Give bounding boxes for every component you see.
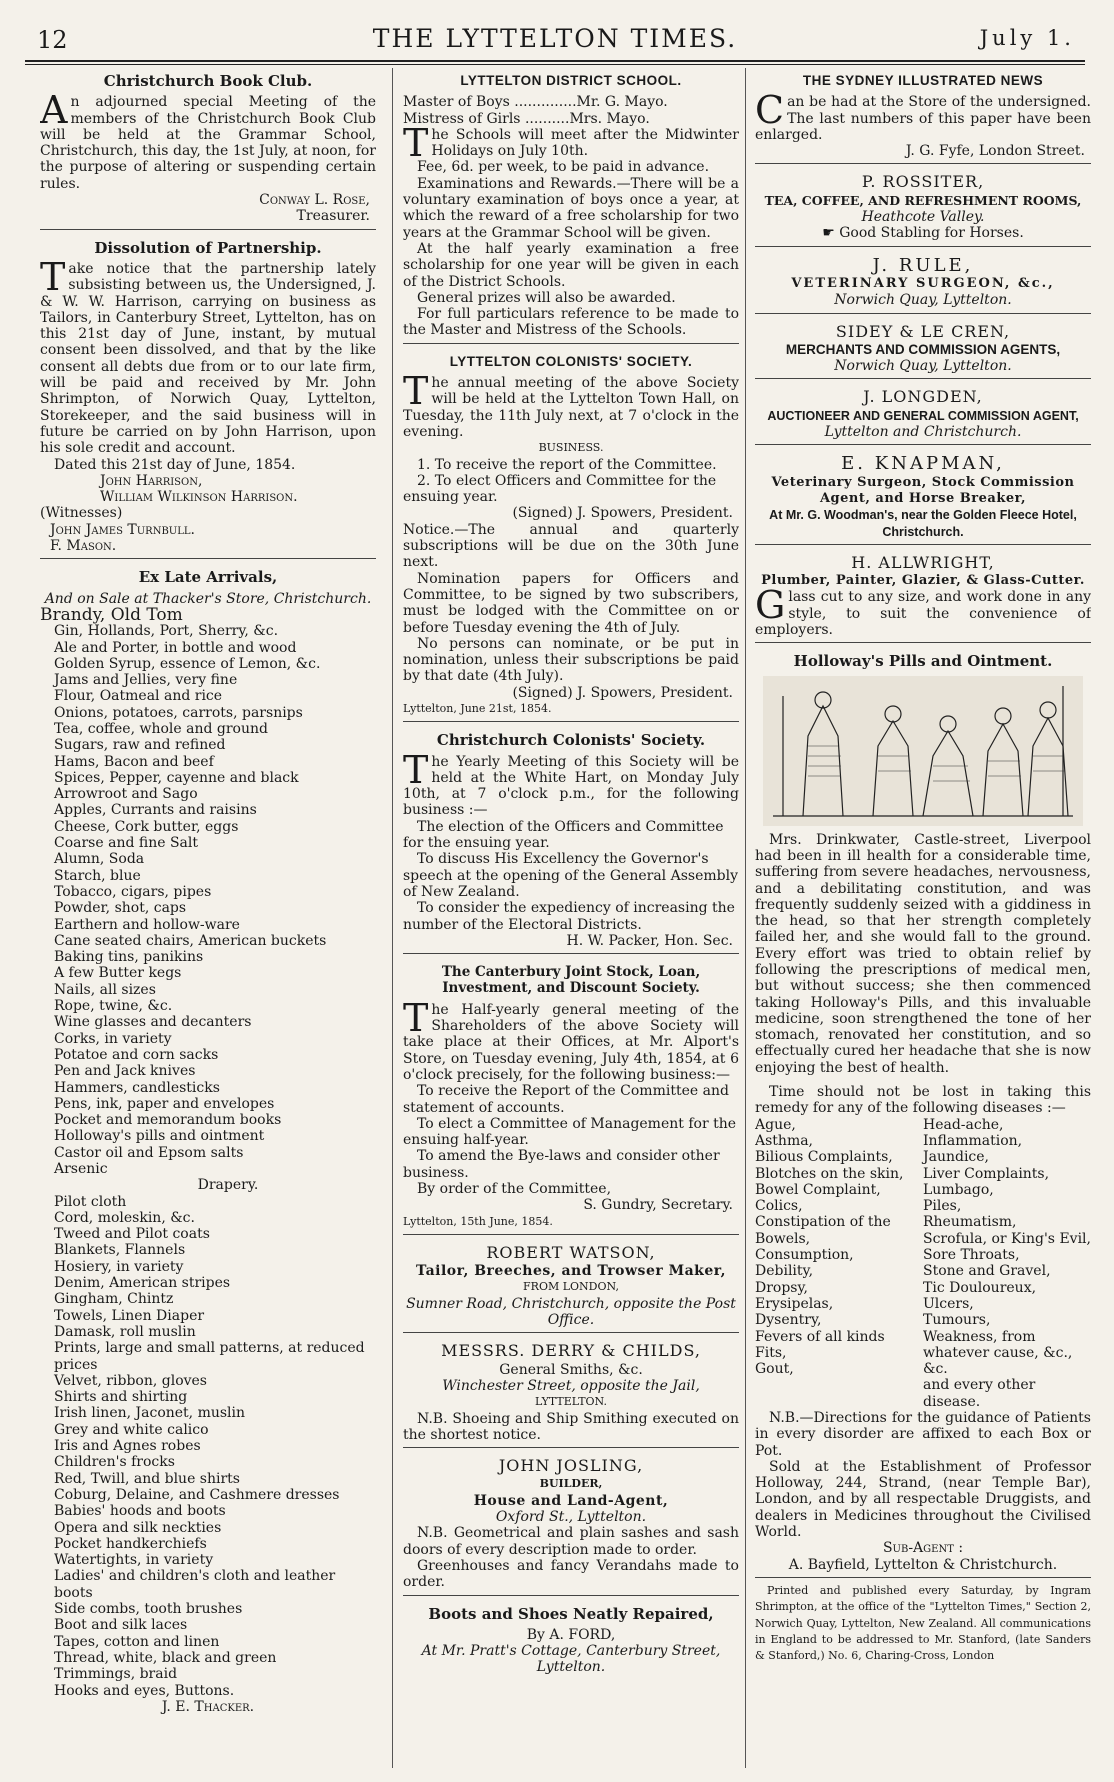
ad-signer: John Harrison,	[100, 472, 203, 489]
disease-item: Piles,	[923, 1198, 962, 1215]
masthead-rule-thin	[25, 64, 1085, 65]
drapery-item: Trimmings, braid	[54, 1666, 178, 1683]
ad-signer: William Wilkinson Harrison.	[100, 489, 298, 506]
disease-item: Fevers of all kinds	[755, 1328, 885, 1345]
drapery-item: Red, Twill, and blue shirts	[54, 1470, 240, 1487]
masthead-rule	[25, 60, 1085, 62]
column-3	[755, 68, 1091, 1768]
ad-josling	[403, 1453, 739, 1595]
business-name: SIDEY & LE CREN,	[835, 321, 1011, 341]
business-trade: MERCHANTS AND COMMISSION AGENTS,	[785, 341, 1061, 357]
ad-district-school	[403, 68, 739, 344]
business-address: Winchester Street, opposite the Jail,	[442, 1377, 700, 1394]
goods-item: Pens, ink, paper and envelopes	[54, 1095, 275, 1112]
drapery-item: Side combs, tooth brushes	[54, 1601, 243, 1618]
ad-body: The Yearly Meeting of this Society will be held at the White Hart, on Monday July 10th, at 7 o'clock p.m., for the following business :—	[403, 747, 739, 819]
ad-body: The Half-yearly general meeting of the Shareholders of the above Society will take place at their Offices, at Mr. Alport's Store, on Tuesday evening, July 4th, 1854, at 6 o'clock precisely, for the following business:—	[403, 995, 739, 1083]
pointing-hand-icon: ☛	[822, 225, 840, 242]
ad-heading: Dissolution of Partnership.	[94, 238, 322, 257]
ad-lyttelton-colonists	[403, 349, 739, 723]
business-trade: Plumber, Painter, Glazier, & Glass-Cutter.	[761, 573, 1085, 589]
drapery-item: Hosiery, in variety	[54, 1258, 184, 1275]
business-name: J. RULE,	[872, 254, 974, 276]
ad-watson	[403, 1240, 739, 1333]
ad-longden	[755, 384, 1091, 445]
disease-item: Constipation of the Bowels,	[755, 1214, 891, 1247]
ad-arrivals	[40, 564, 376, 1719]
drapery-list	[40, 1194, 376, 1699]
disease-item: Lumbago,	[923, 1181, 994, 1198]
subagent-label: Sub-Agent :	[882, 1540, 964, 1557]
disease-item: Liver Complaints,	[923, 1165, 1050, 1182]
disease-item: Scrofula, or King's Evil,	[923, 1230, 1091, 1247]
ad-signer: J. E. Thacker.	[161, 1698, 255, 1715]
drapery-item: Opera and silk neckties	[54, 1519, 222, 1536]
disease-item: Erysipelas,	[755, 1295, 834, 1312]
masthead	[25, 22, 1085, 58]
business-address: Lyttelton and Christchurch.	[824, 424, 1022, 441]
drapery-item: Denim, American stripes	[54, 1275, 231, 1292]
agenda-item: 1. To receive the report of the Committee.	[417, 456, 717, 473]
disease-item: Gout,	[755, 1361, 794, 1378]
ad-dated: Dated this 21st day of June, 1854.	[54, 456, 296, 473]
business-address: At Mr. Pratt's Cottage, Canterbury Street, Lyttelton.	[421, 1643, 721, 1676]
business-name: ROBERT WATSON,	[486, 1242, 656, 1262]
goods-item: Starch, blue	[54, 867, 141, 884]
drapery-item: Irish linen, Jaconet, muslin	[54, 1405, 246, 1422]
school-master: Master of Boys ..............Mr. G. Mayo.	[403, 94, 668, 111]
testimonial: Mrs. Drinkwater, Castle-street, Liverpool had been in ill health for a considerable time, suffering from severe headaches, nervousness, and a debilitating constitution, and was frequently suddenly seized with a giddiness in the head, so that her strength completely failed her, and she would fall to the ground. Every effort was tried to obtain relief by following the prescriptions of medical men, but without success; she then commenced taking Holloway's Pills, and this invaluable medicine, soon strengthened the tone of her stomach, renovated her constitution, and so effectually cured her headache that she is now enjoying the best of health.	[755, 831, 1091, 1076]
business-trade: VETERINARY SURGEON, &c.,	[791, 275, 1055, 291]
ad-body: Can be had at the Store of the undersigned. The last numbers of this paper have been enlarged.	[755, 88, 1091, 143]
ad-heading: Christchurch Book Club.	[103, 72, 313, 90]
goods-item: Sugars, raw and refined	[54, 737, 226, 754]
ad-dissolution	[40, 235, 376, 560]
agenda-item: To elect a Committee of Management for the ensuing half-year.	[403, 1115, 737, 1149]
disease-item: Stone and Gravel,	[923, 1263, 1051, 1280]
ad-body: Take notice that the partnership lately subsisting between us, the Undersigned, J. & W. W. Harrison, carrying on business as Tailors, in Canterbury Street, Lyttelton, has on this 21st day of June, instant, by mutual consent been dissolved, and that by the like consent all debts due from or to our late firm, will be paid and received by Mr. John Shrimpton, of Norwich Quay, Lyttelton, Storekeeper, and the said business will in future be carried on by John Harrison, upon his sole credit and account.	[40, 254, 376, 457]
goods-item: Pocket and memorandum books	[54, 1112, 282, 1129]
drapery-item: Towels, Linen Diaper	[54, 1307, 205, 1324]
newspaper-title: THE LYTTELTON TIMES.	[372, 24, 738, 53]
agenda-item: To discuss His Excellency the Governor's speech at the opening of the General Assembly of New Zealand.	[403, 851, 738, 900]
ad-rossiter	[755, 169, 1091, 246]
ad-joint-stock	[403, 959, 739, 1235]
drapery-item: Gingham, Chintz	[54, 1291, 174, 1308]
goods-item: Jams and Jellies, very fine	[54, 672, 238, 689]
disease-item: Ague,	[755, 1116, 796, 1133]
disease-item: and every other disease.	[923, 1377, 1036, 1410]
printer-imprint: Printed and published every Saturday, by Ingram Shrimpton, at the office of the "Lyttelton Times," Section 2, Norwich Quay, Lyttelton, New Zealand. All communications in England to be addressed to Mr. Stanford, (late Sanders & Stanford,) No. 6, Charing-Cross, London	[755, 1583, 1091, 1663]
goods-item: Baking tins, panikins	[54, 949, 204, 966]
business-name: E. KNAPMAN,	[841, 453, 1005, 475]
goods-item: Tobacco, cigars, pipes	[54, 883, 212, 900]
newspaper-page	[10, 0, 1104, 1782]
ad-sidey	[755, 319, 1091, 380]
ad-heading: LYTTELTON COLONISTS' SOCIETY.	[449, 353, 693, 369]
disease-column-right	[923, 1117, 1091, 1410]
goods-item: Gin, Hollands, Port, Sherry, &c.	[54, 623, 279, 640]
ad-signer: J. G. Fyfe, London Street.	[905, 143, 1085, 160]
goods-item: Potatoe and corn sacks	[54, 1046, 219, 1063]
disease-item: Tumours,	[923, 1312, 991, 1329]
ad-sydney-news	[755, 68, 1091, 164]
goods-item: Onions, potatoes, carrots, parsnips	[54, 704, 303, 721]
goods-item: Alumn, Soda	[54, 851, 145, 868]
disease-item: Head-ache,	[923, 1116, 1004, 1133]
disease-item: Colics,	[755, 1198, 803, 1215]
drapery-item: Children's frocks	[54, 1454, 175, 1471]
drapery-item: Grey and white calico	[54, 1421, 209, 1438]
business-trade: Tailor, Breeches, and Trowser Maker,	[415, 1263, 727, 1280]
goods-item: Rope, twine, &c.	[54, 998, 173, 1015]
directions-note: N.B.—Directions for the guidance of Patients in every disorder are affixed to each Box or Pot.	[755, 1410, 1091, 1459]
goods-item: Wine glasses and decanters	[54, 1014, 252, 1031]
drapery-item: Blankets, Flannels	[54, 1242, 186, 1259]
drapery-item: Prints, large and small patterns, at reduced prices	[54, 1340, 365, 1373]
disease-item: Rheumatism,	[923, 1214, 1017, 1231]
disease-item: Fits,	[755, 1344, 787, 1361]
disease-item: Tic Douloureux,	[923, 1279, 1037, 1296]
ad-signer: (Signed) J. Spowers, President.	[512, 505, 733, 522]
business-address: Heathcote Valley.	[861, 209, 985, 226]
order-line: By order of the Committee,	[417, 1181, 612, 1197]
goods-item: Brandy, Old Tom	[40, 604, 183, 625]
ad-derry-childs	[403, 1338, 739, 1448]
ad-note: ☛ Good Stabling for Horses.	[822, 225, 1024, 242]
agenda-item: To receive the Report of the Committee and statement of accounts.	[403, 1083, 729, 1116]
ad-heading: LYTTELTON DISTRICT SCHOOL.	[460, 73, 682, 88]
ad-heading: THE SYDNEY ILLUSTRATED NEWS	[802, 73, 1044, 88]
disease-item: Blotches on the skin,	[755, 1165, 904, 1182]
disease-item: Consumption,	[755, 1247, 854, 1264]
ad-christchurch-colonists	[403, 727, 739, 954]
goods-item: Apples, Currants and raisins	[54, 802, 257, 819]
business-trade: TEA, COFFEE, AND REFRESHMENT ROOMS,	[764, 192, 1082, 208]
business-address: Norwich Quay, Lyttelton.	[834, 292, 1012, 309]
column-divider	[392, 68, 393, 1768]
drapery-item: Watertights, in variety	[54, 1552, 214, 1569]
ad-body: At the half yearly examination a free scholarship for one year will be given in each of the District Schools.	[403, 240, 739, 290]
ad-body: The annual meeting of the above Society will be held at the Lyttelton Town Hall, on Tuesday, the 11th July next, at 7 o'clock in the evening.	[403, 369, 739, 440]
witness: John James Turnbull.	[50, 521, 195, 538]
ad-heading: Ex Late Arrivals,	[138, 568, 278, 587]
goods-item: Holloway's pills and ointment	[54, 1128, 265, 1145]
ad-heading: Christchurch Colonists' Society.	[436, 731, 706, 750]
ad-body: For full particulars reference to be made to the Master and Mistress of the Schools.	[403, 306, 739, 339]
goods-item: Cheese, Cork butter, eggs	[54, 818, 239, 835]
disease-item: Dropsy,	[755, 1279, 808, 1296]
ad-signer: Conway L. Rose,	[259, 192, 370, 209]
ad-body: An adjourned special Meeting of the members of the Christchurch Book Club will be held at the Grammar School, Christchurch, this day, the 1st July, at noon, for the purpose of altering or suspending certain rules.	[40, 88, 376, 192]
disease-item: Sore Throats,	[923, 1247, 1020, 1264]
ad-by: By A. FORD,	[526, 1626, 616, 1643]
agenda-item: 2. To elect Officers and Committee for the ensuing year.	[403, 472, 717, 506]
goods-item: Coarse and fine Salt	[54, 835, 199, 852]
ad-rule	[755, 252, 1091, 314]
goods-item: Ale and Porter, in bottle and wood	[54, 639, 297, 656]
disease-item: Dysentry,	[755, 1312, 822, 1329]
goods-item: Arsenic	[54, 1161, 108, 1177]
business-role: BUILDER,	[539, 1477, 603, 1491]
business-trade: AUCTIONEER AND GENERAL COMMISSION AGENT,	[767, 408, 1079, 423]
drapery-item: Thread, white, black and green	[54, 1649, 277, 1666]
goods-item: Corks, in variety	[54, 1030, 172, 1047]
business-name: P. ROSSITER,	[861, 172, 985, 192]
goods-list	[40, 604, 376, 1177]
sold-at: Sold at the Establishment of Professor Holloway, 244, Strand, (near Temple Bar), London, and by all respectable Druggists, and dealers in Medicines throughout the Civilised World.	[755, 1458, 1091, 1541]
column-1	[40, 68, 376, 1768]
drapery-item: Babies' hoods and boots	[54, 1503, 226, 1520]
witness: F. Mason.	[50, 538, 117, 555]
goods-item: Castor oil and Epsom salts	[54, 1144, 244, 1161]
drapery-item: Damask, roll muslin	[54, 1323, 196, 1340]
goods-item: Flour, Oatmeal and rice	[54, 688, 223, 705]
disease-item: Inflammation,	[923, 1132, 1023, 1149]
drapery-item: Hooks and eyes, Buttons.	[54, 1682, 235, 1699]
ad-signer: H. W. Packer, Hon. Sec.	[566, 932, 733, 949]
witness-label: (Witnesses)	[40, 505, 123, 522]
business-name: JOHN JOSLING,	[498, 1456, 644, 1476]
goods-item: A few Butter kegs	[54, 965, 182, 982]
column-divider	[745, 68, 746, 1768]
goods-item: Spices, Pepper, cayenne and black	[54, 769, 299, 786]
ad-date: Lyttelton, 15th June, 1854.	[403, 1214, 553, 1228]
goods-item: Hams, Bacon and beef	[54, 753, 214, 770]
ad-holloway	[755, 648, 1091, 1578]
business-address: Oxford St., Lyttelton.	[495, 1509, 647, 1526]
drapery-label: Drapery.	[197, 1177, 259, 1194]
column-2	[403, 68, 739, 1768]
ad-boots	[403, 1601, 739, 1680]
drapery-item: Ladies' and children's cloth and leather boots	[54, 1568, 336, 1601]
ad-body: The Schools will meet after the Midwinter Holidays on July 10th.	[403, 120, 739, 165]
drapery-item: Boot and silk laces	[54, 1617, 188, 1634]
drapery-item: Cord, moleskin, &c.	[54, 1209, 195, 1226]
nomination: Nomination papers for Officers and Committee, to be signed by two subscribers, must be lodged with the Committee on or before Tuesday evening the 4th of July.	[403, 570, 739, 636]
goods-item: Earthern and hollow-ware	[54, 916, 240, 933]
disease-column-left	[755, 1117, 923, 1410]
ad-signer: S. Gundry, Secretary.	[583, 1197, 733, 1214]
goods-item: Nails, all sizes	[54, 981, 156, 998]
ad-signer: (Signed) J. Spowers, President.	[512, 684, 733, 701]
agenda-item: To consider the expediency of increasing the number of the Electoral Districts.	[403, 900, 735, 933]
drapery-item: Coburg, Delaine, and Cashmere dresses	[54, 1486, 340, 1503]
drapery-item: Pilot cloth	[54, 1193, 127, 1210]
ad-subheading: And on Sale at Thacker's Store, Christchurch.	[44, 590, 372, 607]
goods-item: Pen and Jack knives	[54, 1063, 196, 1080]
ad-signer-title: Treasurer.	[296, 208, 370, 225]
business-address: At Mr. G. Woodman's, near the Golden Fleece Hotel, Christchurch.	[769, 508, 1077, 539]
ad-heading: The Canterbury Joint Stock, Loan, Investment, and Discount Society.	[441, 964, 701, 997]
drapery-item: Iris and Agnes robes	[54, 1438, 201, 1455]
ad-body: Fee, 6d. per week, to be paid in advance.	[417, 159, 710, 176]
disease-item: Debility,	[755, 1263, 814, 1280]
school-mistress: Mistress of Girls ..........Mrs. Mayo.	[403, 110, 650, 127]
business-origin: FROM LONDON,	[523, 1280, 619, 1294]
ad-note: Greenhouses and fancy Verandahs made to order.	[403, 1557, 739, 1591]
business-address: Sumner Road, Christchurch, opposite the Post Office.	[406, 1295, 736, 1329]
business-name: MESSRS. DERRY & CHILDS,	[441, 1341, 701, 1361]
disease-item: Ulcers,	[923, 1295, 974, 1312]
business-trade: General Smiths, &c.	[499, 1361, 643, 1378]
ad-heading: Boots and Shoes Neatly Repaired,	[428, 1604, 714, 1623]
ad-allwright	[755, 550, 1091, 643]
goods-item: Cane seated chairs, American buckets	[54, 932, 327, 949]
goods-item: Tea, coffee, whole and ground	[54, 720, 268, 737]
disease-item: Asthma,	[755, 1132, 814, 1149]
page-number: 12	[37, 26, 68, 54]
ad-heading: Holloway's Pills and Ointment.	[793, 652, 1053, 671]
business-trade: Veterinary Surgeon, Stock Commission Agent, and Horse Breaker,	[771, 474, 1075, 506]
issue-date: July 1.	[979, 26, 1075, 50]
remedy-intro: Time should not be lost in taking this remedy for any of the following diseases :—	[755, 1084, 1091, 1117]
disease-list	[755, 1117, 1091, 1410]
ad-body: Examinations and Rewards.—There will be a voluntary examination of boys once a year, at which the reward of a free scholarship for two years at the Grammar School will be given.	[403, 175, 739, 241]
business-address: Norwich Quay, Lyttelton.	[834, 358, 1012, 375]
goods-item: Hammers, candlesticks	[54, 1079, 220, 1096]
ad-body: General prizes will also be awarded.	[417, 289, 676, 306]
disease-item: Bilious Complaints,	[755, 1149, 893, 1166]
drapery-item: Velvet, ribbon, gloves	[54, 1372, 207, 1389]
drapery-item: Pocket handkerchiefs	[54, 1535, 207, 1552]
notice: Notice.—The annual and quarterly subscriptions will be due on the 30th June next.	[403, 521, 739, 571]
business-town: LYTTELTON.	[535, 1395, 607, 1409]
business-trade: House and Land-Agent,	[473, 1492, 669, 1509]
ad-note: N.B. Shoeing and Ship Smithing executed on the shortest notice.	[403, 1410, 739, 1443]
ad-body: Glass cut to any size, and work done in any style, to suit the convenience of employers.	[755, 583, 1091, 639]
agenda-item: The election of the Officers and Committee for the ensuing year.	[403, 818, 724, 852]
goods-item: Golden Syrup, essence of Lemon, &c.	[54, 655, 321, 672]
ad-book-club	[40, 68, 376, 230]
subagent: A. Bayfield, Lyttelton & Christchurch.	[788, 1556, 1058, 1573]
disease-item: Jaundice,	[923, 1149, 990, 1166]
disease-item: Bowel Complaint,	[755, 1181, 881, 1198]
goods-item: Powder, shot, caps	[54, 900, 187, 917]
drapery-item: Tweed and Pilot coats	[54, 1226, 210, 1243]
ad-date: Lyttelton, June 21st, 1854.	[403, 701, 552, 715]
nomination-rule: No persons can nominate, or be put in nomination, unless their subscriptions be paid by that date (4th July).	[403, 635, 739, 685]
engraving-illustration	[763, 676, 1083, 826]
business-label: BUSINESS.	[538, 441, 604, 455]
goods-item: Arrowroot and Sago	[54, 786, 198, 803]
business-name: H. ALLWRIGHT,	[851, 552, 995, 572]
business-name: J. LONGDEN,	[863, 387, 983, 407]
ad-note: N.B. Geometrical and plain sashes and sash doors of every description made to order.	[403, 1525, 739, 1558]
agenda-item: To amend the Bye-laws and consider other business.	[403, 1148, 720, 1181]
ad-knapman	[755, 450, 1091, 544]
drapery-item: Shirts and shirting	[54, 1389, 188, 1406]
drapery-item: Tapes, cotton and linen	[54, 1633, 220, 1650]
disease-item: Weakness, from whatever cause, &c., &c.	[923, 1328, 1073, 1378]
